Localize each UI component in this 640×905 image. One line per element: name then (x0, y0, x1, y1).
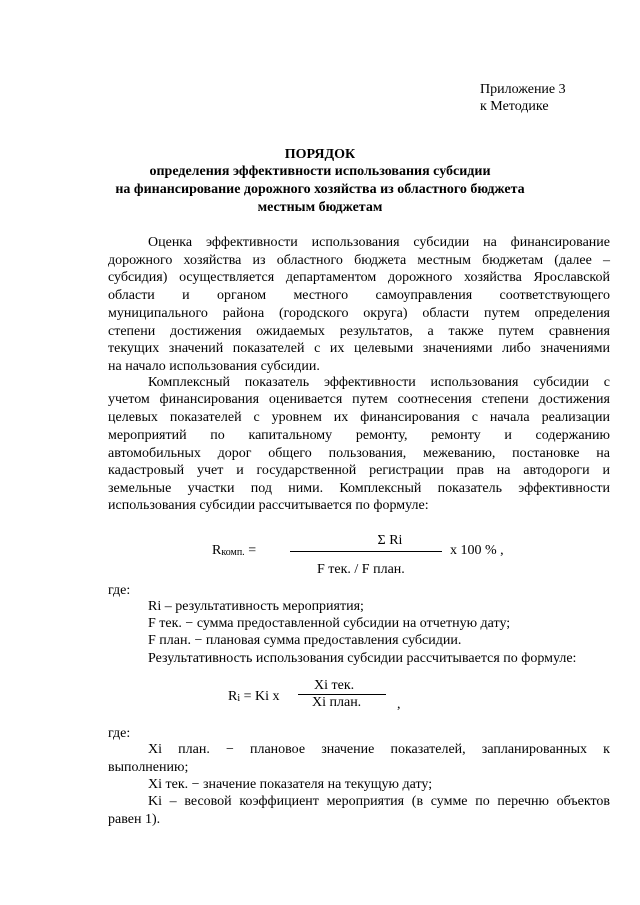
para1-line: текущих значений показателей с их целевыми значениями либо значениями (108, 341, 610, 356)
def-result-intro: Результативность использования субсидии рассчитывается по формуле: (148, 651, 577, 666)
def-ri: Ri – результативность мероприятия; (148, 599, 364, 614)
formula1-lhs: $R_{комп.}$ = (212, 543, 257, 558)
fraction-bar (290, 551, 442, 552)
para2-line: целевых показателей с уровнем их финансирования с начала реализации (108, 410, 610, 425)
para2-line: мероприятий по капитальному ремонту, ремонту и содержанию (108, 428, 610, 443)
para2-line: земельные участки под ними. Комплексный показатель эффективности (108, 481, 610, 496)
appendix-line2: к Методике (480, 99, 549, 114)
para2-line: использования субсидии рассчитывается по формуле: (108, 498, 429, 513)
def-f-plan: F план. − плановая сумма предоставления субсидии. (148, 633, 462, 648)
where-label-1: где: (108, 583, 131, 598)
formula2-numerator: Xi тек. (314, 678, 355, 693)
formula1-multiplier: x 100 % , (450, 543, 504, 558)
title-line3: на финансирование дорожного хозяйства из областного бюджета (115, 182, 525, 197)
def-xi-tek: Xi тек. − значение показателя на текущую дату; (148, 777, 433, 792)
para1-line: субсидия) осуществляется департаментом дорожного хозяйства Ярославской (108, 270, 610, 285)
para1-line: дорожного хозяйства из областного бюджета местным бюджетам (далее – (108, 253, 610, 268)
title-line4: местным бюджетам (257, 200, 383, 215)
para2-line: учетом финансирования оценивается путем соотнесения степени достижения (108, 392, 610, 407)
formula1-denominator: F тек. / F план. (317, 562, 405, 577)
para1-line: на начало использования субсидии. (108, 359, 320, 374)
appendix-line1: Приложение 3 (480, 82, 566, 97)
para1-line: муниципального района (городского округа) области путем определения (108, 306, 610, 321)
para2-line: автомобильных дорог общего пользования, межеванию, постановке на (108, 446, 610, 461)
para2-line: кадастровый учет и государственной регистрации прав на автодороги и (108, 463, 610, 478)
formula1-numerator: Σ Ri (377, 533, 403, 548)
def-xi-plan: Xi план. − плановое значение показателей, запланированных к (148, 742, 610, 757)
formula2-comma: , (397, 697, 401, 712)
title-line2: определения эффективности использования субсидии (149, 164, 491, 179)
appendix-label (480, 81, 566, 115)
para1-line: Оценка эффективности использования субсидии на финансирование (148, 235, 610, 250)
where-label-2: где: (108, 726, 131, 741)
para1-line: степени достижения ожидаемых результатов, а также путем сравнения (108, 324, 610, 339)
def-ki-cont: равен 1). (108, 812, 161, 827)
formula2-denominator: Xi план. (312, 695, 362, 710)
def-ki: Ki – весовой коэффициент мероприятия (в сумме по перечню объектов (148, 794, 610, 809)
para1-line: области и органом местного самоуправления соответствующего (108, 288, 610, 303)
def-xi-plan-cont: выполнению; (108, 760, 189, 775)
para2-line: Комплексный показатель эффективности использования субсидии с (148, 375, 610, 390)
title-main: ПОРЯДОК (284, 147, 356, 162)
formula2-lhs: $R_i = Ki$ x (228, 689, 280, 704)
def-f-tek: F тек. − сумма предоставленной субсидии на отчетную дату; (148, 616, 511, 631)
